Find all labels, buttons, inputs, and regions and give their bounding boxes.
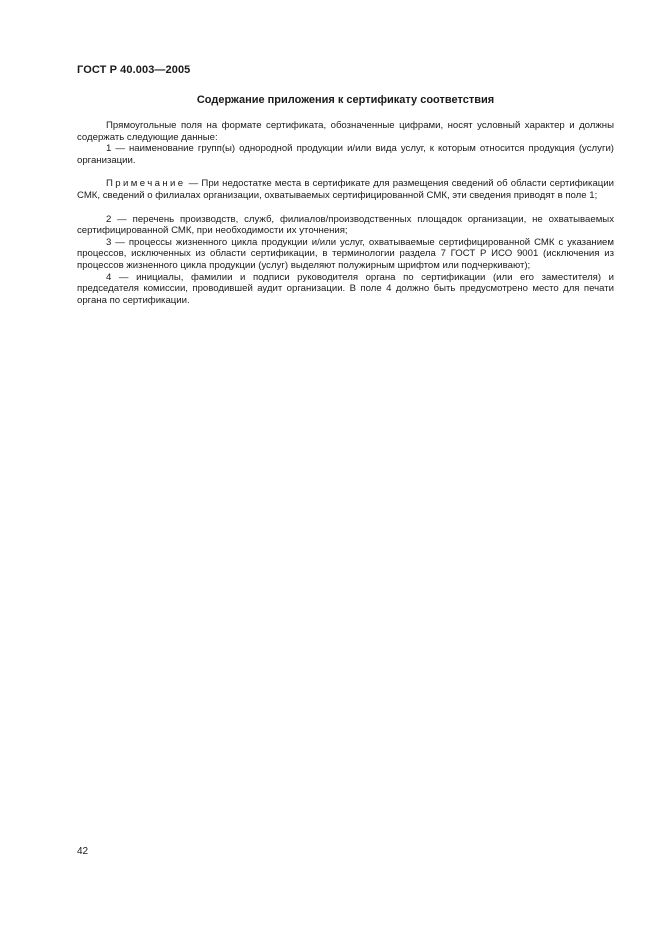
paragraph-note — [77, 178, 614, 201]
note-label: Примечание — [106, 178, 186, 190]
paragraph-item-3: 3 — процессы жизненного цикла продукции и/или услуг, охватываемые сертифицированной СМК с указанием процессов, исключенных из области сертификации, в терминологии раздела 7 ГОСТ Р ИСО 9001 (исключения из процессов жизненного цикла продукции (услуг) выделяют полужирным шрифтом или подчеркивают); — [77, 236, 614, 271]
note-text: — При недостатке места в сертификате для размещения сведений об области сертификации СМК, сведений о филиалах организации, охватываемых сертифицированной СМК, эти сведения приводят в поле 1; — [77, 178, 614, 201]
paragraph-item-1: 1 — наименование групп(ы) однородной продукции и/или вида услуг, к которым относится продукция (услуги) организации. — [77, 143, 614, 166]
document-code: ГОСТ Р 40.003—2005 — [77, 64, 191, 76]
paragraph-item-2: 2 — перечень производств, служб, филиалов/производственных площадок организации, не охватываемых сертифицированной СМК, при необходимости их уточнения; — [77, 213, 614, 237]
paragraph-intro: Прямоугольные поля на формате сертификата, обозначенные цифрами, носят условный характер и должны содержать следующие данные: — [77, 120, 614, 143]
paragraph-item-4: 4 — инициалы, фамилии и подписи руководителя органа по сертификации (или его заместителя) и председателя комиссии, проводившей аудит организации. В поле 4 должно быть предусмотрено место для печати органа по сертификации. — [77, 271, 614, 306]
section-title: Содержание приложения к сертификату соответствия — [196, 94, 495, 106]
body-text — [77, 120, 614, 306]
page-number: 42 — [77, 846, 89, 857]
